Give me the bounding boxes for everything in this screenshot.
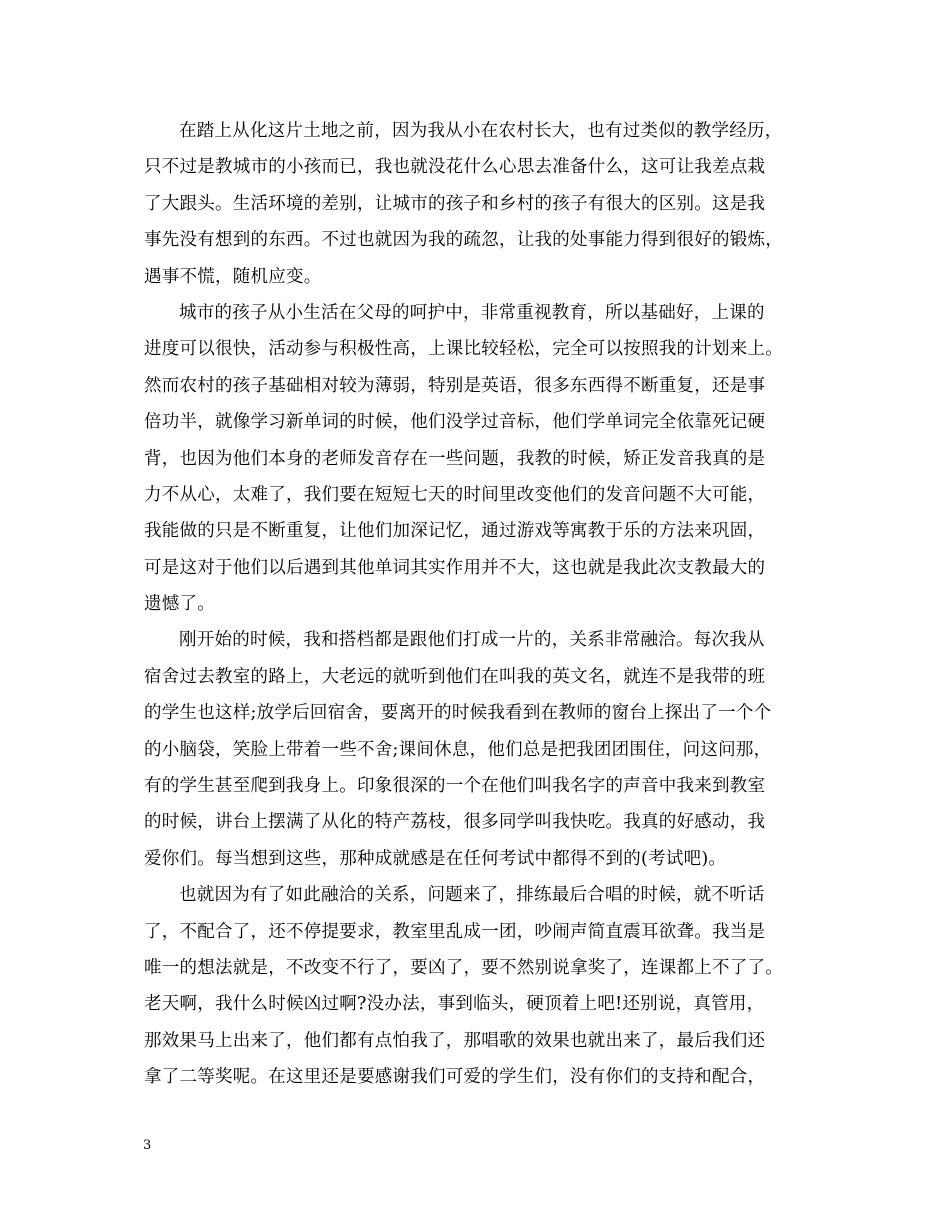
text-line: 也就因为有了如此融洽的关系，问题来了，排练最后合唱的时候，就不听话	[179, 885, 765, 906]
page-number: 3	[143, 1138, 152, 1153]
text-line: 宿舍过去教室的路上，大老远的就听到他们在叫我的英文名，就连不是我带的班	[144, 666, 766, 687]
text-line: 的时候，讲台上摆满了从化的特产荔枝，很多同学叫我快吃。我真的好感动，我	[144, 812, 766, 833]
paragraph-1	[144, 113, 834, 295]
text-line: 背，也因为他们本身的老师发音存在一些问题，我教的时候，矫正发音我真的是	[144, 448, 766, 469]
text-line: 我能做的只是不断重复，让他们加深记忆，通过游戏等寓教于乐的方法来巩固，	[144, 521, 766, 542]
text-line: 在踏上从化这片土地之前，因为我从小在农村长大，也有过类似的教学经历，	[179, 121, 783, 141]
text-line: 然而农村的孩子基础相对较为薄弱，特别是英语，很多东西得不断重复，还是事	[144, 375, 766, 396]
text-line: 的小脑袋，笑脸上带着一些不舍;课间休息，他们总是把我团团围住，问这问那，	[144, 739, 772, 760]
text-line: 刚开始的时候，我和搭档都是跟他们打成一片的，关系非常融洽。每次我从	[179, 630, 765, 651]
paragraph-2	[144, 295, 834, 623]
text-line: 遇事不慌，随机应变。	[144, 266, 322, 287]
paragraph-4	[144, 877, 834, 1095]
text-line: 有的学生甚至爬到我身上。印象很深的一个在他们叫我名字的声音中我来到教室	[144, 776, 766, 797]
text-line: 倍功半，就像学习新单词的时候，他们没学过音标，他们学单词完全依靠死记硬	[144, 412, 766, 433]
text-line: 唯一的想法就是，不改变不行了，要凶了，要不然别说拿奖了，连课都上不了了。	[144, 957, 783, 978]
text-line: 只不过是教城市的小孩而已，我也就没花什么心思去准备什么，这可让我差点栽	[144, 157, 766, 178]
text-line: 事先没有想到的东西。不过也就因为我的疏忽，让我的处事能力得到很好的锻炼，	[144, 230, 783, 251]
text-line: 进度可以很快，活动参与积极性高，上课比较轻松，完全可以按照我的计划来上。	[144, 339, 783, 360]
text-line: 城市的孩子从小生活在父母的呵护中，非常重视教育，所以基础好，上课的	[179, 302, 765, 323]
text-line: 遗憾了。	[144, 594, 215, 615]
text-line: 的学生也这样;放学后回宿舍，要离开的时候我看到在教师的窗台上探出了一个个	[144, 703, 772, 724]
text-line: 了大跟头。生活环境的差别，让城市的孩子和乡村的孩子有很大的区别。这是我	[144, 193, 766, 214]
text-line: 拿了二等奖呢。在这里还是要感谢我们可爱的学生们，没有你们的支持和配合，	[144, 1067, 766, 1088]
text-line: 那效果马上出来了，他们都有点怕我了，那唱歌的效果也就出来了，最后我们还	[144, 1030, 766, 1051]
text-line: 了，不配合了，还不停提要求，教室里乱成一团，吵闹声简直震耳欲聋。我当是	[144, 921, 766, 942]
text-line: 爱你们。每当想到这些，那种成就感是在任何考试中都得不到的(考试吧)。	[144, 848, 727, 869]
text-line: 力不从心，太难了，我们要在短短七天的时间里改变他们的发音问题不大可能，	[144, 484, 766, 505]
text-line: 老天啊，我什么时候凶过啊?没办法，事到临头，硬顶着上吧!还别说，真管用，	[144, 994, 765, 1015]
text-line: 可是这对于他们以后遇到其他单词其实作用并不大，这也就是我此次支教最大的	[144, 557, 766, 578]
body-text	[144, 113, 834, 1096]
paragraph-3	[144, 622, 834, 877]
